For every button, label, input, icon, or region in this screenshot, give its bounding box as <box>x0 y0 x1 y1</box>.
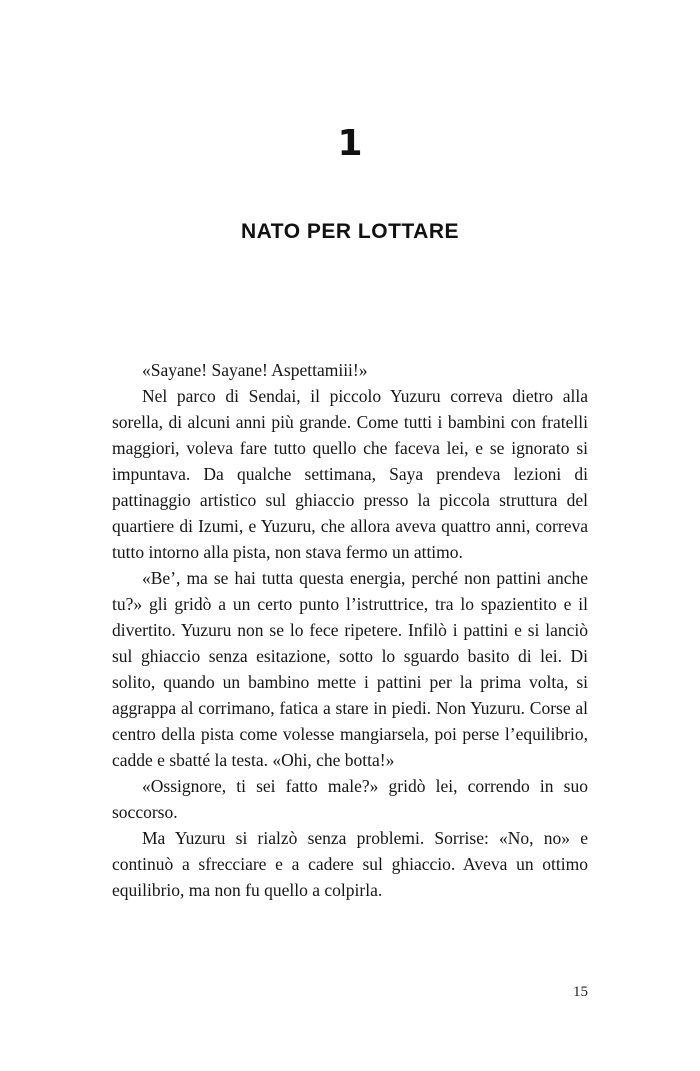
chapter-title: NATO PER LOTTARE <box>241 220 459 243</box>
paragraph: Nel parco di Sendai, il piccolo Yuzuru correva dietro alla sorella, di alcuni anni più grande. Come tutti i bambini con fratelli maggiori, voleva fare tutto quello che faceva lei, e se ignorato si impuntava. Da qualche settimana, Saya prendeva lezioni di pattinaggio artistico sul ghiaccio presso la piccola struttura del quartiere di Izumi, e Yuzuru, che allora aveva quattro anni, correva tutto intorno alla pista, non stava fermo un attimo. <box>112 386 588 562</box>
chapter-number: 1 <box>337 123 363 164</box>
paragraph: Ma Yuzuru si rialzò senza problemi. Sorrise: «No, no» e continuò a sfrecciare e a cadere sul ghiaccio. Aveva un ottimo equilibrio, ma non fu quello a colpirla. <box>112 828 588 900</box>
paragraph: «Be’, ma se hai tutta questa energia, perché non pattini anche tu?» gli gridò a un certo punto l’istruttrice, tra lo spazientito e il divertito. Yuzuru non se lo fece ripetere. Infilò i pattini e si lanciò sul ghiaccio senza esitazione, sotto lo sguardo basito di lei. Di solito, quando un bambino mette i pattini per la prima volta, si aggrappa al corrimano, fatica a stare in piedi. Non Yuzuru. Corse al centro della pista come volesse mangiarsela, poi perse l’equilibrio, cadde e sbatté la testa. «Ohi, che botta!» <box>112 568 588 770</box>
chapter-body <box>112 357 588 903</box>
paragraph: «Sayane! Sayane! Aspettamiii!» <box>142 360 368 380</box>
paragraph: «Ossignore, ti sei fatto male?» gridò lei, correndo in suo soccorso. <box>112 776 588 822</box>
page-number: 15 <box>573 984 588 1000</box>
